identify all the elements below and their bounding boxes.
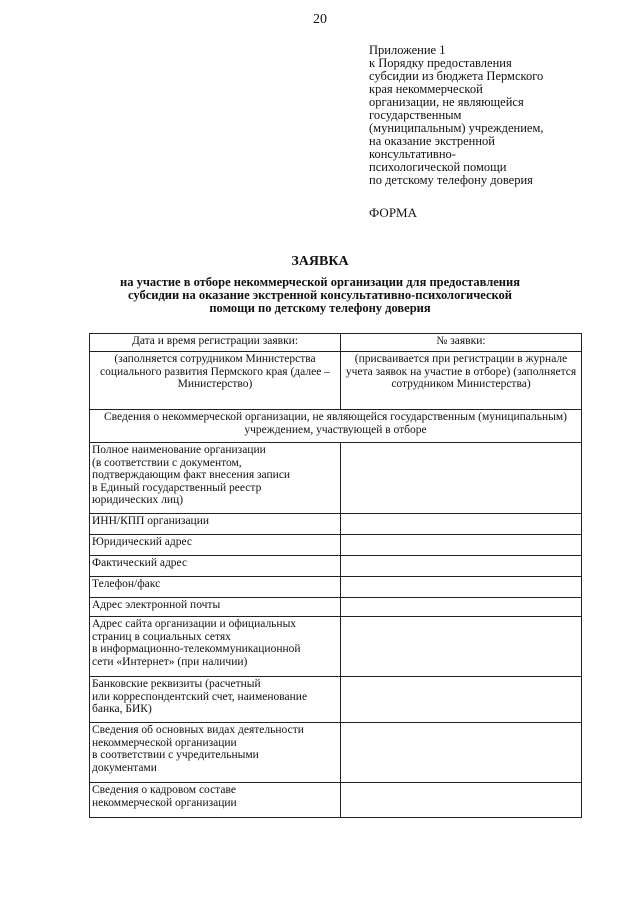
appendix-line: организации, не являющейся [369, 95, 524, 109]
row-label-phone-fax: Телефон/факс [90, 577, 341, 598]
row-label-inn-kpp: ИНН/КПП организации [90, 514, 341, 535]
document-subtitle [60, 276, 580, 315]
appendix-line: по детскому телефону доверия [369, 173, 533, 187]
section-title-row [90, 410, 582, 443]
row-value-full-name[interactable] [341, 443, 582, 514]
table-row [90, 535, 582, 556]
registration-datetime-label: Дата и время регистрации заявки: [90, 334, 341, 352]
registration-note: (заполняется сотрудником Министерства социального развития Пермского края (далее – Министерство) [90, 352, 341, 410]
application-number-note: (присваивается при регистрации в журнале учета заявок на участие в отборе) (заполняется сотрудником Министерства) [341, 352, 582, 410]
row-label-actual-address: Фактический адрес [90, 556, 341, 577]
row-value-inn-kpp[interactable] [341, 514, 582, 535]
table-row [90, 514, 582, 535]
appendix-line: субсидии из бюджета Пермского [369, 69, 544, 83]
application-form-table [89, 333, 582, 818]
section-title: Сведения о некоммерческой организации, не являющейся государственным (муниципальным) учреждением, участвующей в отборе [90, 410, 582, 443]
table-row [90, 577, 582, 598]
row-label-bank-details: Банковские реквизиты (расчетный или корреспондентский счет, наименование банка, БИК) [90, 677, 341, 723]
table-row [90, 443, 582, 514]
row-label-email: Адрес электронной почты [90, 598, 341, 617]
table-row [90, 617, 582, 677]
row-label-website: Адрес сайта организации и официальных страниц в социальных сетях в информационно-телекоммуникационной сети «Интернет» (при наличии) [90, 617, 341, 677]
subtitle-line: на участие в отборе некоммерческой организации для предоставления [120, 275, 520, 289]
appendix-line: Приложение 1 [369, 43, 446, 57]
appendix-line: государственным [369, 108, 462, 122]
appendix-block [369, 44, 599, 187]
row-value-staff[interactable] [341, 783, 582, 818]
appendix-line: на оказание экстренной [369, 134, 495, 148]
application-number-label: № заявки: [341, 334, 582, 352]
row-value-activities[interactable] [341, 723, 582, 783]
row-label-full-name: Полное наименование организации (в соответствии с документом, подтверждающим факт внесения записи в Единый государственный реестр юридических лиц) [90, 443, 341, 514]
row-label-staff: Сведения о кадровом составе некоммерческой организации [90, 783, 341, 818]
row-value-website[interactable] [341, 617, 582, 677]
table-header-row [90, 334, 582, 352]
table-row [90, 783, 582, 818]
table-note-row [90, 352, 582, 410]
row-value-email[interactable] [341, 598, 582, 617]
row-value-actual-address[interactable] [341, 556, 582, 577]
document-title: ЗАЯВКА [291, 254, 349, 269]
table-row [90, 677, 582, 723]
appendix-line: к Порядку предоставления [369, 56, 512, 70]
appendix-line: (муниципальным) учреждением, [369, 121, 544, 135]
subtitle-line: субсидии на оказание экстренной консультативно-психологической [127, 288, 512, 302]
table-row [90, 723, 582, 783]
row-value-legal-address[interactable] [341, 535, 582, 556]
row-label-activities: Сведения об основных видах деятельности некоммерческой организации в соответствии с учредительными документами [90, 723, 341, 783]
row-label-legal-address: Юридический адрес [90, 535, 341, 556]
subtitle-line: помощи по детскому телефону доверия [209, 301, 431, 315]
row-value-bank-details[interactable] [341, 677, 582, 723]
table-row [90, 556, 582, 577]
appendix-line: края некоммерческой [369, 82, 483, 96]
row-value-phone-fax[interactable] [341, 577, 582, 598]
form-label: ФОРМА [369, 205, 417, 220]
table-row [90, 598, 582, 617]
appendix-line: психологической помощи [369, 160, 507, 174]
appendix-line: консультативно- [369, 147, 456, 161]
page-number: 20 [313, 12, 327, 27]
